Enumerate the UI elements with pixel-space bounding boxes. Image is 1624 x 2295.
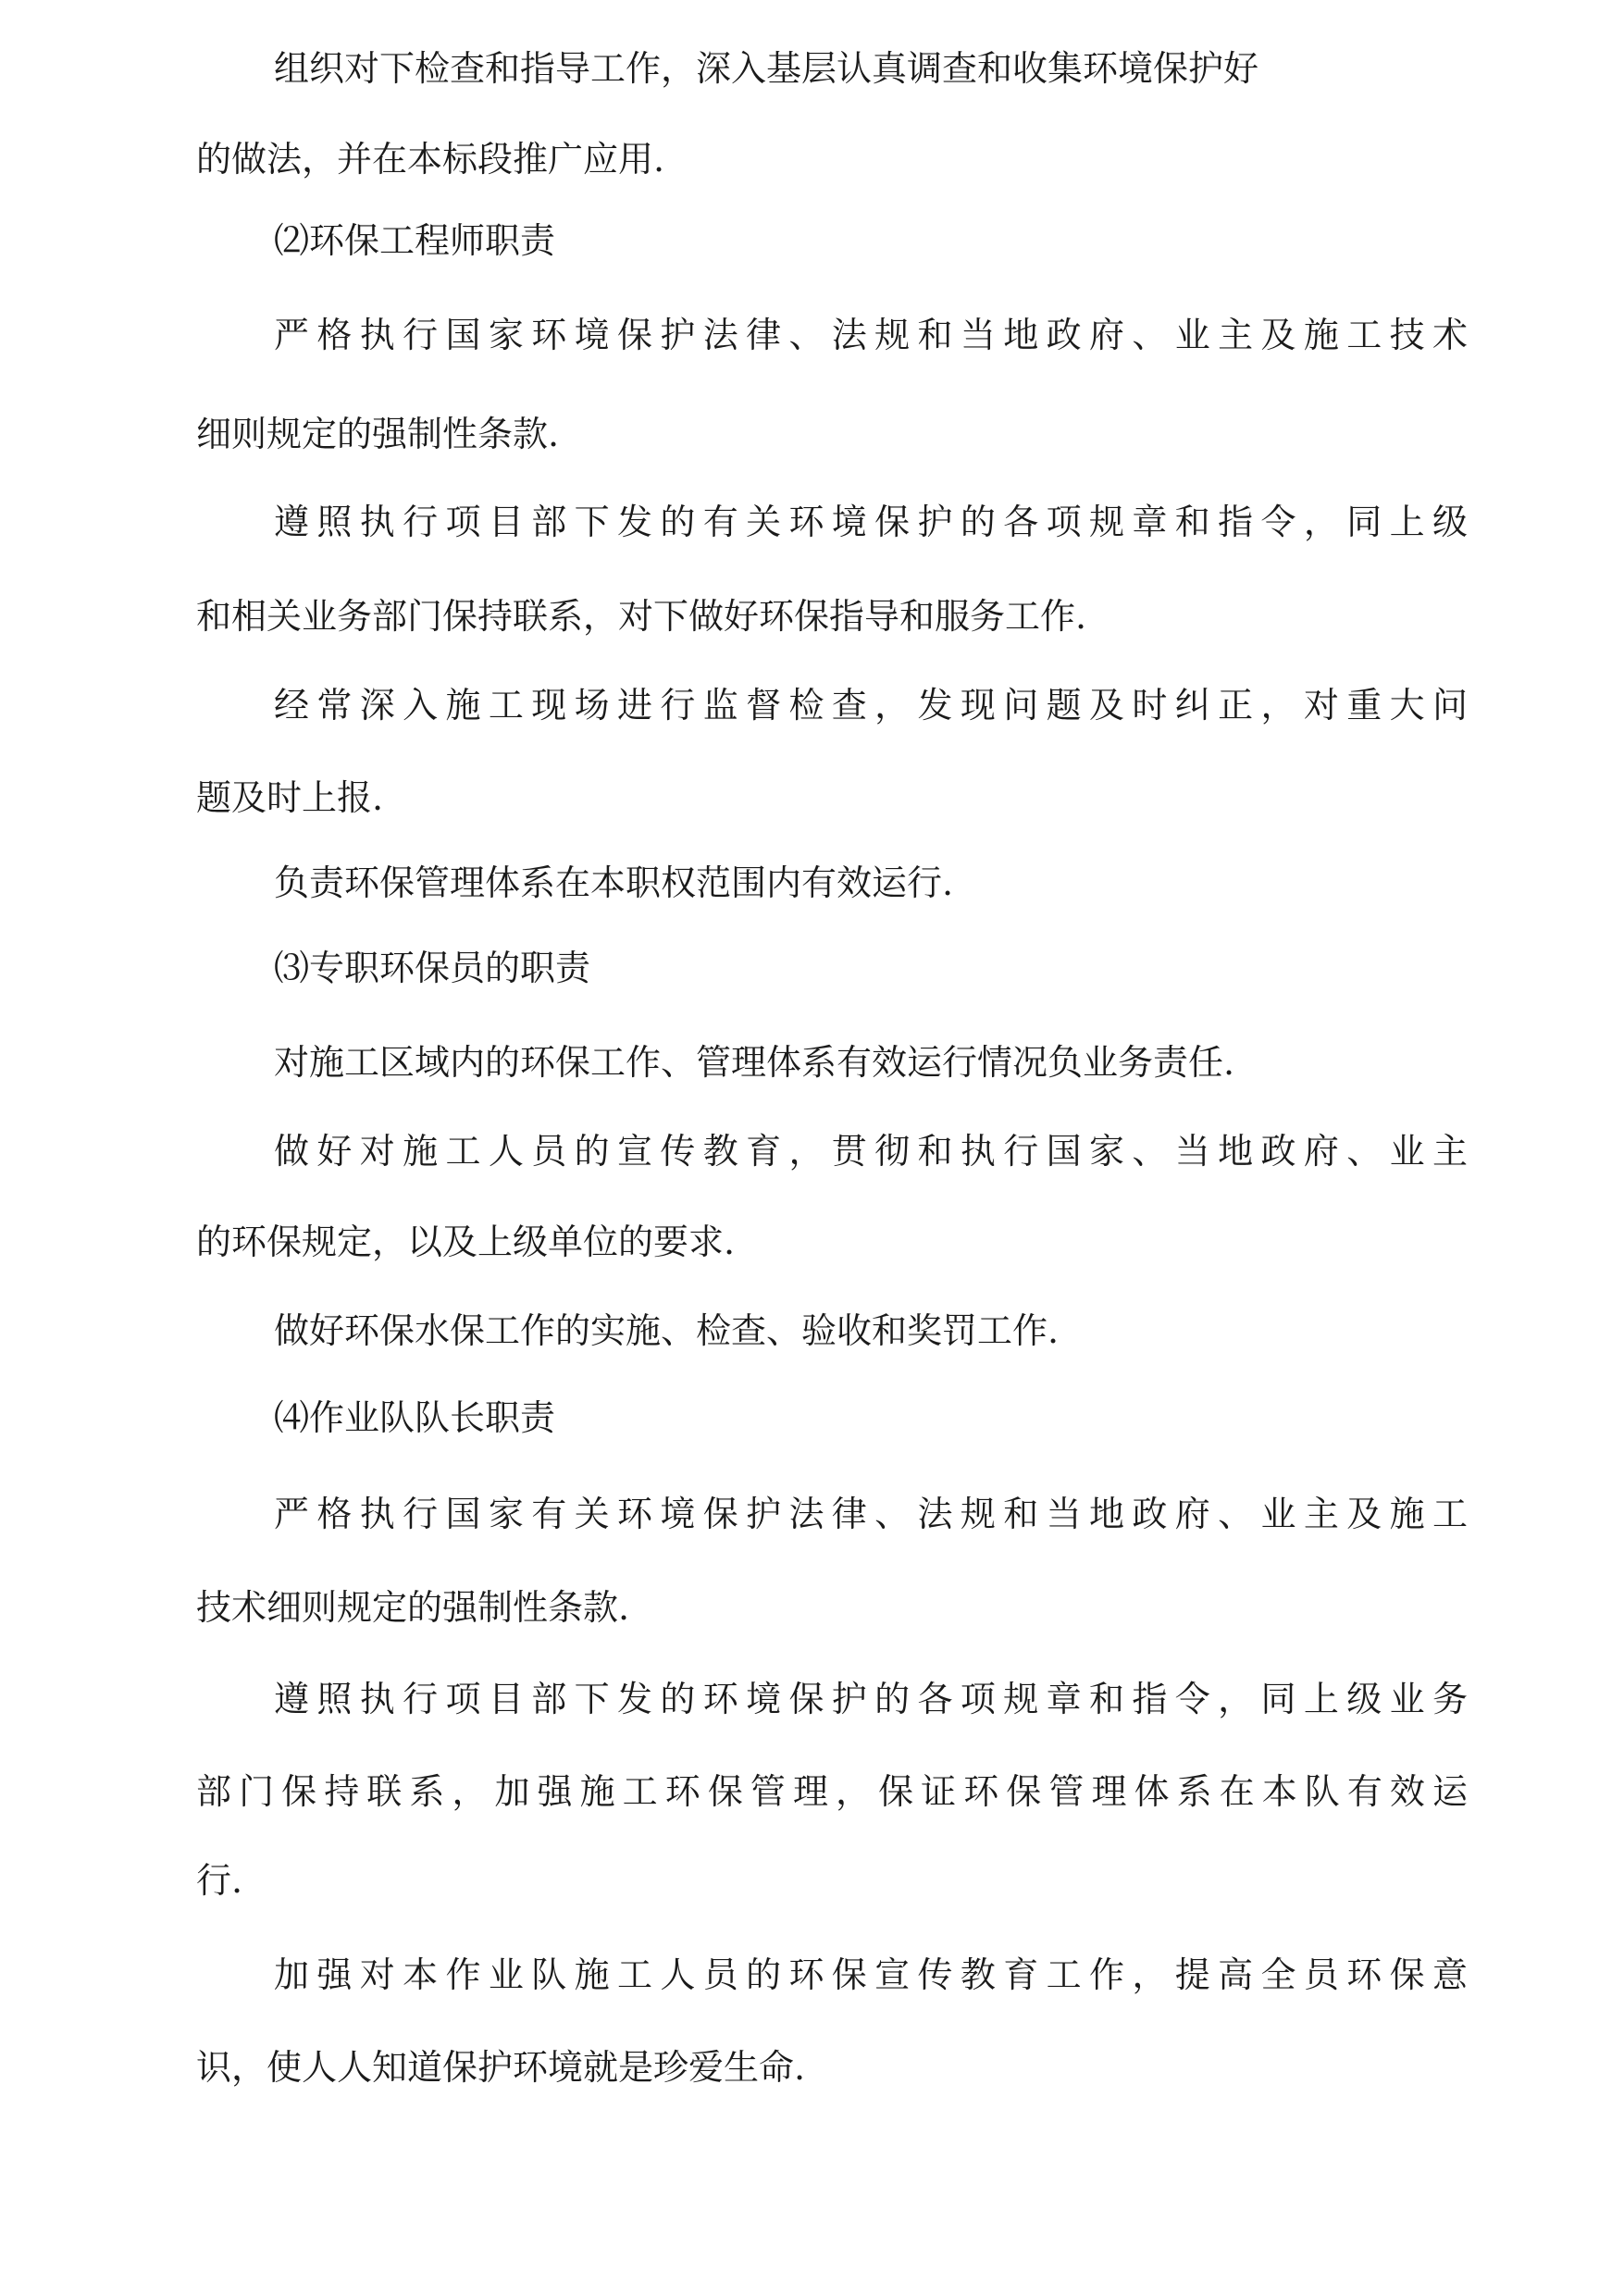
text-line: 做好环保水保工作的实施、检查、验收和奖罚工作. bbox=[274, 1310, 1060, 1351]
text-line: 严格执行国家有关环境保护法律、法规和当地政府、业主及施工 bbox=[274, 1494, 1468, 1534]
section-heading: ⑶专职环保员的职责 bbox=[274, 948, 591, 988]
text-line: 组织对下检查和指导工作，深入基层认真调查和收集环境保护好 bbox=[274, 48, 1259, 89]
text-line: 和相关业务部门保持联系，对下做好环保指导和服务工作. bbox=[196, 596, 1087, 637]
section-heading: ⑵环保工程师职责 bbox=[274, 220, 556, 261]
text-line: 严格执行国家环境保护法律、法规和当地政府、业主及施工技术 bbox=[274, 315, 1468, 355]
text-line: 对施工区域内的环保工作、管理体系有效运行情况负业务责任. bbox=[274, 1042, 1235, 1083]
text-line: 遵照执行项目部下发的环境保护的各项规章和指令，同上级业务 bbox=[274, 1679, 1468, 1719]
text-line: 题及时上报. bbox=[196, 777, 384, 818]
text-line: 的做法，并在本标段推广应用. bbox=[196, 139, 665, 180]
text-line: 部门保持联系，加强施工环保管理，保证环保管理体系在本队有效运 bbox=[196, 1771, 1468, 1812]
text-line: 负责环保管理体系在本职权范围内有效运行. bbox=[274, 862, 954, 903]
text-line: 做好对施工人员的宣传教育，贯彻和执行国家、当地政府、业主 bbox=[274, 1131, 1468, 1172]
text-line: 细则规定的强制性条款. bbox=[196, 414, 560, 454]
text-line: 经常深入施工现场进行监督检查，发现问题及时纠正，对重大问 bbox=[274, 685, 1468, 726]
text-line: 遵照执行项目部下发的有关环境保护的各项规章和指令，同上级 bbox=[274, 502, 1468, 542]
text-line: 行. bbox=[196, 1860, 243, 1901]
text-line: 识，使人人知道保护环境就是珍爱生命. bbox=[196, 2047, 806, 2088]
text-line: 的环保规定，以及上级单位的要求. bbox=[196, 1222, 736, 1262]
section-heading: ⑷作业队队长职责 bbox=[274, 1397, 556, 1438]
text-line: 加强对本作业队施工人员的环保宣传教育工作，提高全员环保意 bbox=[274, 1954, 1468, 1995]
text-line: 技术细则规定的强制性条款. bbox=[196, 1587, 630, 1628]
